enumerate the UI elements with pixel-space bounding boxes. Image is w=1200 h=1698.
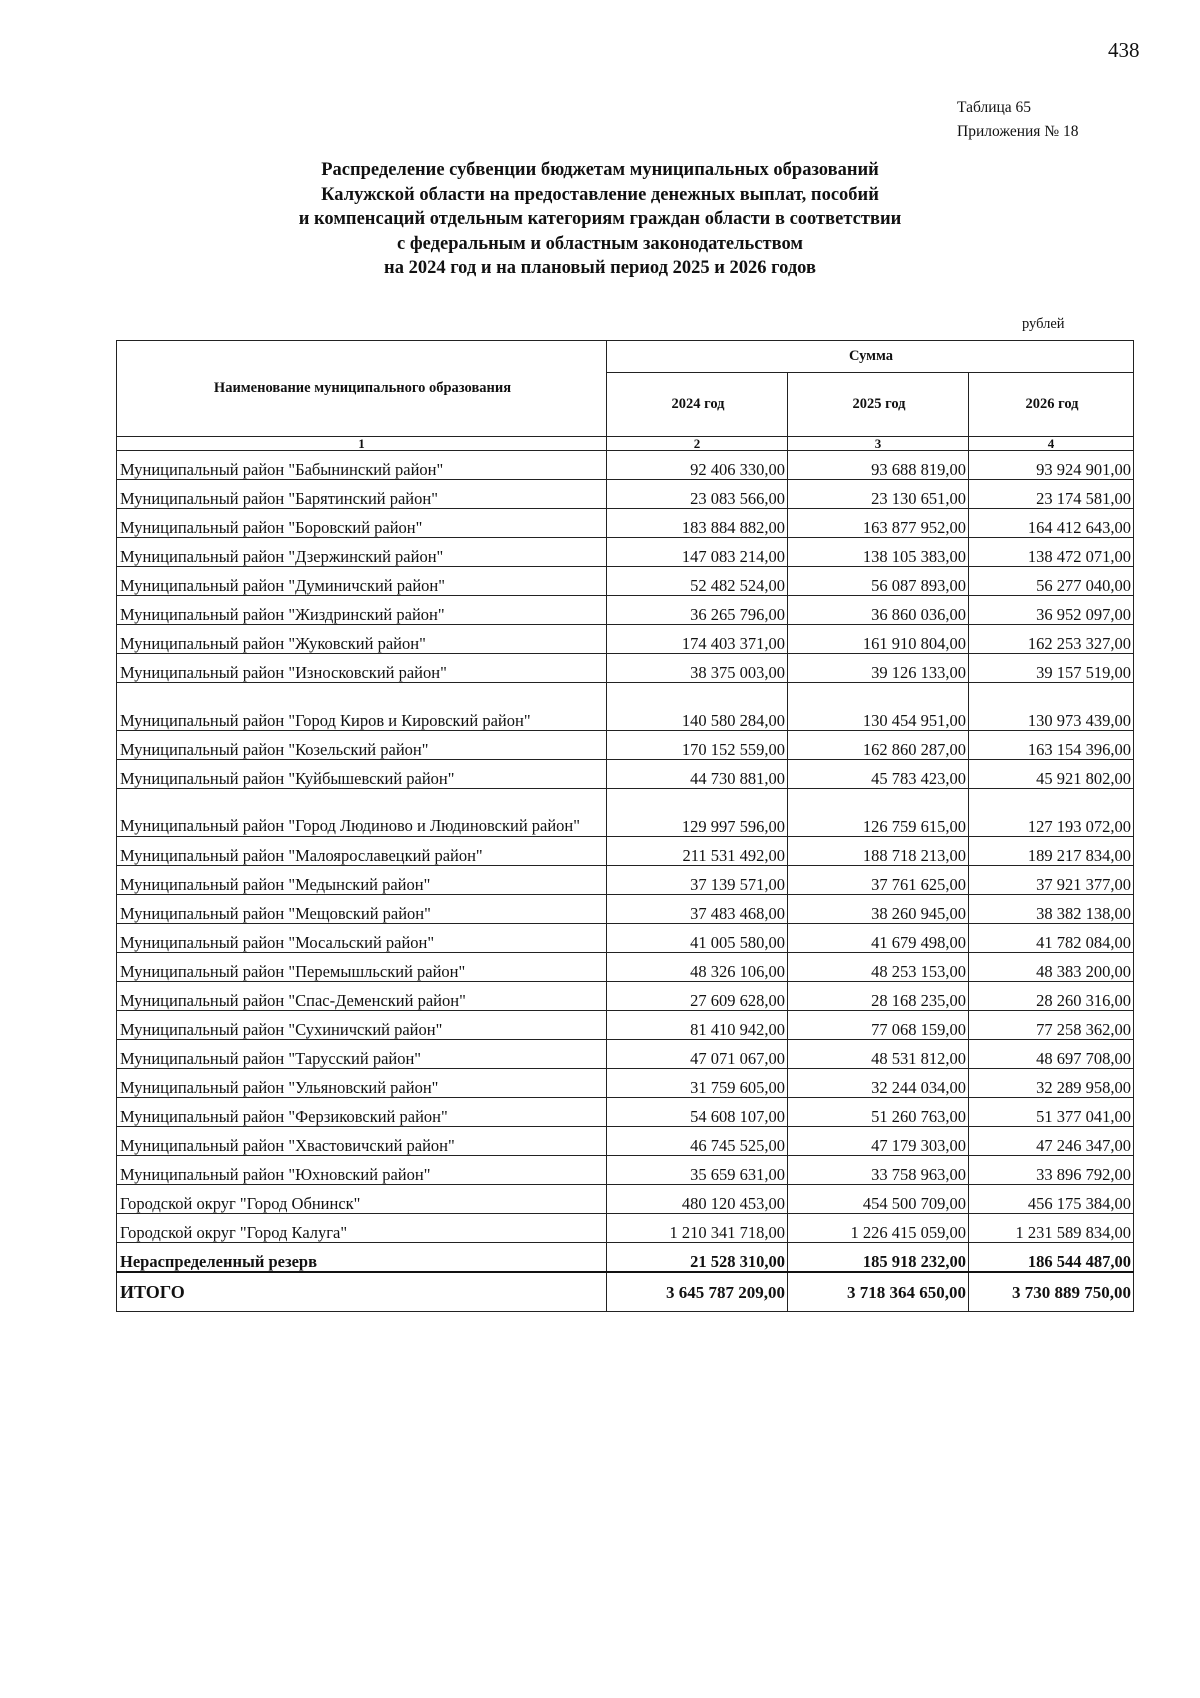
amount-2024: 31 759 605,00 bbox=[607, 1069, 788, 1098]
amount-2024: 140 580 284,00 bbox=[607, 683, 788, 731]
amount-2024: 27 609 628,00 bbox=[607, 982, 788, 1011]
amount-2025: 41 679 498,00 bbox=[788, 924, 969, 953]
document-title bbox=[200, 158, 1000, 281]
column-number: 2 bbox=[607, 437, 788, 451]
table-row bbox=[117, 760, 1134, 789]
amount-2026: 33 896 792,00 bbox=[969, 1156, 1134, 1185]
amount-2025: 47 179 303,00 bbox=[788, 1127, 969, 1156]
municipality-name: Муниципальный район "Мосальский район" bbox=[117, 924, 607, 953]
municipality-name: Муниципальный район "Жиздринский район" bbox=[117, 596, 607, 625]
table-row bbox=[117, 1272, 1134, 1312]
table-row bbox=[117, 451, 1134, 480]
amount-2025: 162 860 287,00 bbox=[788, 731, 969, 760]
amount-2025: 93 688 819,00 bbox=[788, 451, 969, 480]
amount-2024: 37 483 468,00 bbox=[607, 895, 788, 924]
amount-2026: 36 952 097,00 bbox=[969, 596, 1134, 625]
amount-2026: 47 246 347,00 bbox=[969, 1127, 1134, 1156]
municipality-name: Муниципальный район "Спас-Деменский район" bbox=[117, 982, 607, 1011]
amount-2024: 92 406 330,00 bbox=[607, 451, 788, 480]
table-row bbox=[117, 837, 1134, 866]
table-row bbox=[117, 789, 1134, 837]
column-number: 1 bbox=[117, 437, 607, 451]
amount-2024: 48 326 106,00 bbox=[607, 953, 788, 982]
amount-2025: 188 718 213,00 bbox=[788, 837, 969, 866]
amount-2025: 48 531 812,00 bbox=[788, 1040, 969, 1069]
sum-header: Сумма bbox=[607, 341, 1134, 373]
appendix-number: Приложения № 18 bbox=[957, 123, 1079, 140]
table-row bbox=[117, 596, 1134, 625]
amount-2026: 32 289 958,00 bbox=[969, 1069, 1134, 1098]
table-row bbox=[117, 953, 1134, 982]
amount-2026: 162 253 327,00 bbox=[969, 625, 1134, 654]
amount-2024: 37 139 571,00 bbox=[607, 866, 788, 895]
column-number: 4 bbox=[969, 437, 1134, 451]
title-line: на 2024 год и на плановый период 2025 и 2026 годов bbox=[384, 258, 816, 279]
amount-2024: 46 745 525,00 bbox=[607, 1127, 788, 1156]
amount-2024: 41 005 580,00 bbox=[607, 924, 788, 953]
municipality-name: Муниципальный район "Хвастовичский район" bbox=[117, 1127, 607, 1156]
amount-2024: 480 120 453,00 bbox=[607, 1185, 788, 1214]
municipality-name: Муниципальный район "Дзержинский район" bbox=[117, 538, 607, 567]
table-row bbox=[117, 1214, 1134, 1243]
municipality-name: Городской округ "Город Обнинск" bbox=[117, 1185, 607, 1214]
table-row bbox=[117, 1127, 1134, 1156]
amount-2026: 23 174 581,00 bbox=[969, 480, 1134, 509]
municipality-name: Муниципальный район "Сухиничский район" bbox=[117, 1011, 607, 1040]
amount-2025: 1 226 415 059,00 bbox=[788, 1214, 969, 1243]
amount-2024: 3 645 787 209,00 bbox=[607, 1272, 788, 1312]
amount-2024: 183 884 882,00 bbox=[607, 509, 788, 538]
amount-2025: 39 126 133,00 bbox=[788, 654, 969, 683]
amount-2025: 38 260 945,00 bbox=[788, 895, 969, 924]
municipality-name: Муниципальный район "Город Киров и Кировский район" bbox=[117, 683, 607, 731]
municipality-name: Муниципальный район "Юхновский район" bbox=[117, 1156, 607, 1185]
amount-2026: 127 193 072,00 bbox=[969, 789, 1134, 837]
municipality-name: Муниципальный район "Медынский район" bbox=[117, 866, 607, 895]
title-line: Распределение субвенции бюджетам муниципальных образований bbox=[321, 160, 879, 180]
table-row bbox=[117, 982, 1134, 1011]
table-row bbox=[117, 1069, 1134, 1098]
table-row bbox=[117, 1243, 1134, 1273]
amount-2025: 33 758 963,00 bbox=[788, 1156, 969, 1185]
amount-2025: 48 253 153,00 bbox=[788, 953, 969, 982]
amount-2025: 77 068 159,00 bbox=[788, 1011, 969, 1040]
municipality-name: Муниципальный район "Мещовский район" bbox=[117, 895, 607, 924]
amount-2025: 130 454 951,00 bbox=[788, 683, 969, 731]
subvention-table bbox=[116, 340, 1134, 1312]
amount-2026: 130 973 439,00 bbox=[969, 683, 1134, 731]
amount-2026: 37 921 377,00 bbox=[969, 866, 1134, 895]
municipality-name: Муниципальный район "Думиничский район" bbox=[117, 567, 607, 596]
title-line: и компенсаций отдельным категориям граждан области в соответствии bbox=[298, 209, 902, 230]
municipality-name: Муниципальный район "Малоярославецкий район" bbox=[117, 837, 607, 866]
municipality-name: Муниципальный район "Боровский район" bbox=[117, 509, 607, 538]
amount-2025: 185 918 232,00 bbox=[788, 1243, 969, 1273]
municipality-name: Нераспределенный резерв bbox=[117, 1243, 607, 1273]
table-row bbox=[117, 654, 1134, 683]
table-row bbox=[117, 1040, 1134, 1069]
amount-2026: 41 782 084,00 bbox=[969, 924, 1134, 953]
amount-2025: 37 761 625,00 bbox=[788, 866, 969, 895]
amount-2026: 456 175 384,00 bbox=[969, 1185, 1134, 1214]
amount-2026: 45 921 802,00 bbox=[969, 760, 1134, 789]
amount-2025: 36 860 036,00 bbox=[788, 596, 969, 625]
amount-2026: 1 231 589 834,00 bbox=[969, 1214, 1134, 1243]
amount-2026: 38 382 138,00 bbox=[969, 895, 1134, 924]
amount-2026: 39 157 519,00 bbox=[969, 654, 1134, 683]
table-row bbox=[117, 895, 1134, 924]
amount-2026: 3 730 889 750,00 bbox=[969, 1272, 1134, 1312]
amount-2024: 54 608 107,00 bbox=[607, 1098, 788, 1127]
amount-2026: 48 697 708,00 bbox=[969, 1040, 1134, 1069]
municipality-name: Муниципальный район "Жуковский район" bbox=[117, 625, 607, 654]
municipality-name: Городской округ "Город Калуга" bbox=[117, 1214, 607, 1243]
amount-2024: 211 531 492,00 bbox=[607, 837, 788, 866]
amount-2025: 3 718 364 650,00 bbox=[788, 1272, 969, 1312]
amount-2024: 1 210 341 718,00 bbox=[607, 1214, 788, 1243]
municipality-name: Муниципальный район "Барятинский район" bbox=[117, 480, 607, 509]
amount-2025: 23 130 651,00 bbox=[788, 480, 969, 509]
table-row bbox=[117, 866, 1134, 895]
table-row bbox=[117, 924, 1134, 953]
amount-2025: 161 910 804,00 bbox=[788, 625, 969, 654]
amount-2024: 36 265 796,00 bbox=[607, 596, 788, 625]
amount-2026: 163 154 396,00 bbox=[969, 731, 1134, 760]
table-row bbox=[117, 480, 1134, 509]
amount-2025: 28 168 235,00 bbox=[788, 982, 969, 1011]
title-line: с федеральным и областным законодательством bbox=[397, 233, 803, 254]
table-row bbox=[117, 683, 1134, 731]
name-column-header: Наименование муниципального образования bbox=[117, 341, 607, 437]
municipality-name: Муниципальный район "Износковский район" bbox=[117, 654, 607, 683]
table-row bbox=[117, 1098, 1134, 1127]
table-row bbox=[117, 509, 1134, 538]
units-label: рублей bbox=[1022, 316, 1065, 332]
amount-2025: 45 783 423,00 bbox=[788, 760, 969, 789]
municipality-name: Муниципальный район "Ульяновский район" bbox=[117, 1069, 607, 1098]
title-line: Калужской области на предоставление денежных выплат, пособий bbox=[321, 184, 879, 205]
table-row bbox=[117, 1156, 1134, 1185]
municipality-name: Муниципальный район "Тарусский район" bbox=[117, 1040, 607, 1069]
amount-2025: 51 260 763,00 bbox=[788, 1098, 969, 1127]
amount-2026: 186 544 487,00 bbox=[969, 1243, 1134, 1273]
table-body bbox=[117, 451, 1134, 1312]
amount-2024: 170 152 559,00 bbox=[607, 731, 788, 760]
table-number: Таблица 65 bbox=[957, 99, 1032, 116]
amount-2024: 81 410 942,00 bbox=[607, 1011, 788, 1040]
amount-2024: 35 659 631,00 bbox=[607, 1156, 788, 1185]
page-number: 438 bbox=[1108, 38, 1140, 62]
municipality-name: Муниципальный район "Перемышльский район" bbox=[117, 953, 607, 982]
amount-2024: 52 482 524,00 bbox=[607, 567, 788, 596]
amount-2026: 56 277 040,00 bbox=[969, 567, 1134, 596]
amount-2024: 21 528 310,00 bbox=[607, 1243, 788, 1273]
table-row bbox=[117, 625, 1134, 654]
amount-2026: 77 258 362,00 bbox=[969, 1011, 1134, 1040]
amount-2026: 51 377 041,00 bbox=[969, 1098, 1134, 1127]
amount-2026: 93 924 901,00 bbox=[969, 451, 1134, 480]
amount-2024: 129 997 596,00 bbox=[607, 789, 788, 837]
table-row bbox=[117, 538, 1134, 567]
table-row bbox=[117, 731, 1134, 760]
amount-2025: 56 087 893,00 bbox=[788, 567, 969, 596]
municipality-name: Муниципальный район "Козельский район" bbox=[117, 731, 607, 760]
amount-2025: 454 500 709,00 bbox=[788, 1185, 969, 1214]
municipality-name: Муниципальный район "Ферзиковский район" bbox=[117, 1098, 607, 1127]
amount-2024: 38 375 003,00 bbox=[607, 654, 788, 683]
amount-2026: 48 383 200,00 bbox=[969, 953, 1134, 982]
table-reference bbox=[957, 96, 1078, 144]
amount-2026: 164 412 643,00 bbox=[969, 509, 1134, 538]
amount-2025: 163 877 952,00 bbox=[788, 509, 969, 538]
amount-2024: 47 071 067,00 bbox=[607, 1040, 788, 1069]
column-number: 3 bbox=[788, 437, 969, 451]
year-header-2026: 2026 год bbox=[969, 373, 1134, 437]
amount-2025: 126 759 615,00 bbox=[788, 789, 969, 837]
amount-2024: 147 083 214,00 bbox=[607, 538, 788, 567]
year-header-2025: 2025 год bbox=[788, 373, 969, 437]
amount-2026: 138 472 071,00 bbox=[969, 538, 1134, 567]
amount-2024: 23 083 566,00 bbox=[607, 480, 788, 509]
amount-2024: 174 403 371,00 bbox=[607, 625, 788, 654]
amount-2026: 189 217 834,00 bbox=[969, 837, 1134, 866]
year-header-2024: 2024 год bbox=[607, 373, 788, 437]
amount-2025: 32 244 034,00 bbox=[788, 1069, 969, 1098]
municipality-name: Муниципальный район "Город Людиново и Людиновский район" bbox=[117, 789, 607, 837]
amount-2025: 138 105 383,00 bbox=[788, 538, 969, 567]
amount-2024: 44 730 881,00 bbox=[607, 760, 788, 789]
municipality-name: Муниципальный район "Куйбышевский район" bbox=[117, 760, 607, 789]
table-row bbox=[117, 567, 1134, 596]
amount-2026: 28 260 316,00 bbox=[969, 982, 1134, 1011]
table-row bbox=[117, 1011, 1134, 1040]
municipality-name: ИТОГО bbox=[117, 1272, 607, 1312]
municipality-name: Муниципальный район "Бабынинский район" bbox=[117, 451, 607, 480]
table-row bbox=[117, 1185, 1134, 1214]
